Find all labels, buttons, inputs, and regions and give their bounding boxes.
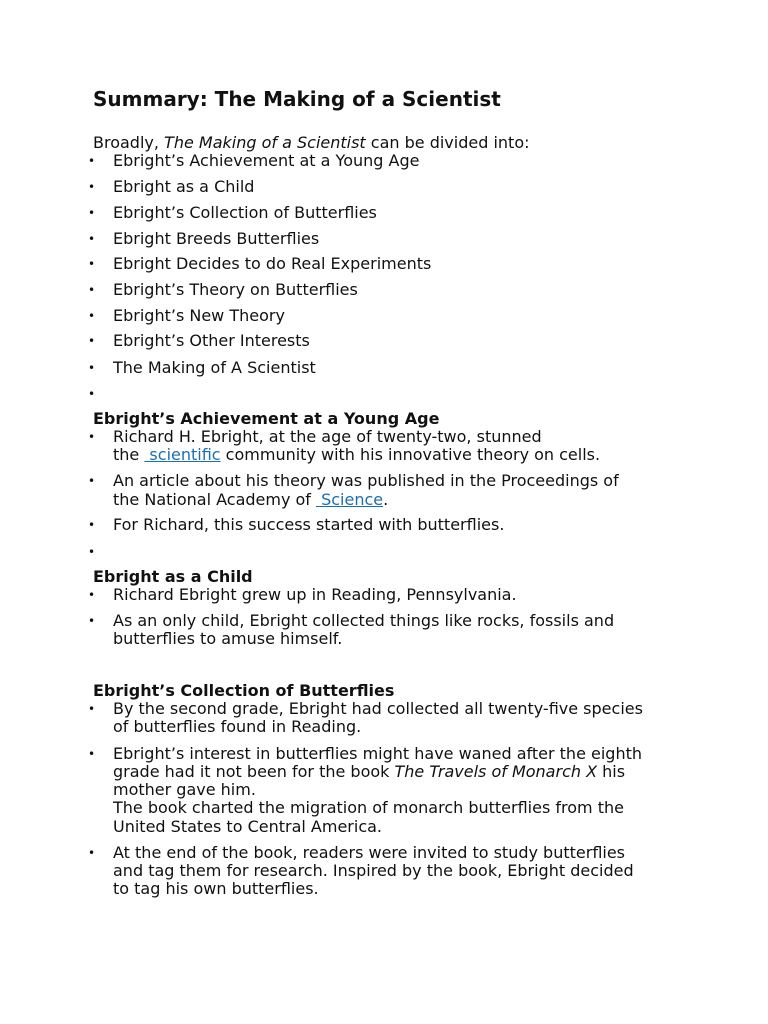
text: grade had it not been for the book	[113, 762, 395, 781]
list-item-continuation	[113, 763, 625, 781]
intro-lead: Broadly,	[93, 133, 165, 152]
list-item: Ebright’s New Theory	[113, 306, 285, 325]
text: his	[597, 762, 626, 781]
bullet: •	[88, 206, 96, 220]
bullet: •	[88, 588, 96, 602]
list-item: An article about his theory was published in the Proceedings of	[113, 471, 619, 490]
list-item-continuation: United States to Central America.	[113, 817, 383, 836]
intro-tail: can be divided into:	[365, 133, 530, 152]
list-item: Ebright Decides to do Real Experiments	[113, 254, 432, 273]
bullet: •	[88, 518, 96, 532]
book-title: The Travels of Monarch X	[394, 762, 598, 781]
list-item: At the end of the book, readers were invited to study butterflies	[113, 843, 626, 862]
list-item: Richard H. Ebright, at the age of twenty-two, stunned	[113, 427, 542, 446]
list-item-continuation	[113, 491, 388, 509]
empty-bullet: •	[88, 545, 96, 559]
list-item-continuation	[113, 446, 600, 464]
list-item: As an only child, Ebright collected things like rocks, fossils and	[113, 611, 615, 630]
list-item: Ebright’s Theory on Butterflies	[113, 280, 358, 299]
list-item-continuation: of butterflies found in Reading.	[113, 717, 362, 736]
list-item: Richard Ebright grew up in Reading, Pennsylvania.	[113, 585, 517, 604]
list-item: Ebright’s Achievement at a Young Age	[113, 151, 420, 170]
list-item: Ebright’s Other Interests	[113, 331, 310, 350]
scientific-link[interactable]: scientific	[144, 445, 221, 464]
bullet: •	[88, 474, 96, 488]
science-link[interactable]: Science	[316, 490, 384, 509]
bullet: •	[88, 232, 96, 246]
bullet: •	[88, 334, 96, 348]
list-item-continuation: mother gave him.	[113, 780, 256, 799]
bullet: •	[88, 361, 96, 375]
bullet: •	[88, 702, 96, 716]
empty-bullet: •	[88, 387, 96, 401]
list-item: By the second grade, Ebright had collected all twenty-five species	[113, 699, 643, 718]
list-item: Ebright Breeds Butterflies	[113, 229, 320, 248]
page-title: Summary: The Making of a Scientist	[93, 87, 501, 111]
intro-paragraph	[93, 134, 530, 152]
bullet: •	[88, 309, 96, 323]
bullet: •	[88, 257, 96, 271]
section-heading: Ebright as a Child	[93, 567, 253, 586]
bullet: •	[88, 154, 96, 168]
list-item: For Richard, this success started with butterflies.	[113, 515, 505, 534]
bullet: •	[88, 614, 96, 628]
bullet: •	[88, 846, 96, 860]
text: the National Academy of	[113, 490, 317, 509]
text: .	[383, 490, 389, 509]
list-item: Ebright’s interest in butterflies might have waned after the eighth	[113, 744, 642, 763]
section-heading: Ebright’s Achievement at a Young Age	[93, 409, 440, 428]
bullet: •	[88, 180, 96, 194]
list-item-continuation: to tag his own butterflies.	[113, 879, 319, 898]
list-item-continuation: and tag them for research. Inspired by the book, Ebright decided	[113, 861, 634, 880]
bullet: •	[88, 430, 96, 444]
list-item: The book charted the migration of monarch butterflies from the	[113, 798, 624, 817]
list-item-continuation: butterflies to amuse himself.	[113, 629, 343, 648]
bullet: •	[88, 283, 96, 297]
bullet: •	[88, 747, 96, 761]
book-title: The Making of a Scientist	[164, 133, 366, 152]
list-item: Ebright’s Collection of Butterflies	[113, 203, 377, 222]
section-heading: Ebright’s Collection of Butterflies	[93, 681, 395, 700]
list-item: Ebright as a Child	[113, 177, 255, 196]
text: community with his innovative theory on cells.	[220, 445, 601, 464]
list-item: The Making of A Scientist	[113, 358, 316, 377]
text: the	[113, 445, 145, 464]
